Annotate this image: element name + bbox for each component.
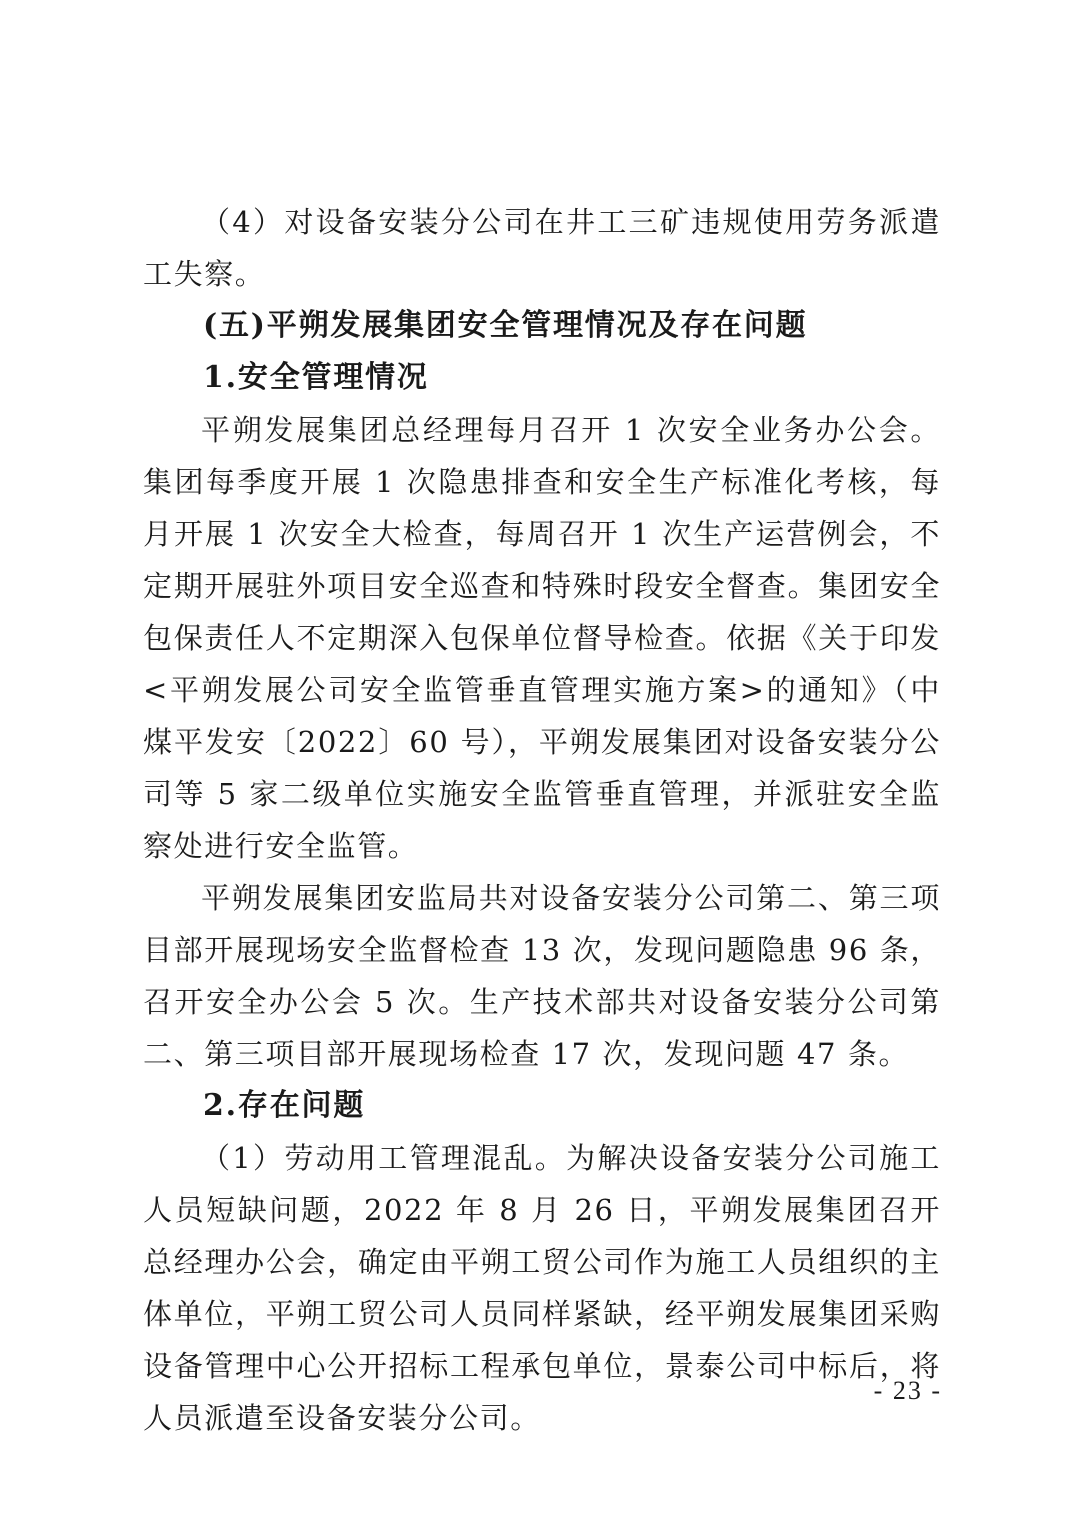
paragraph-safety-management: 平朔发展集团总经理每月召开 1 次安全业务办公会。集团每季度开展 1 次隐患排查和安全生产标准化考核，每月开展 1 次安全大检查，每周召开 1 次生产运营例会，不定期开展驻外项目安全巡查和特殊时段安全督查。集团安全包保责任人不定期深入包保单位督导检查。依据《关于印发<平朔发展公司安全监管垂直管理实施方案>的通知》（中煤平发安〔2022〕60 号），平朔发展集团对设备安装分公司等 5 家二级单位实施安全监管垂直管理，并派驻安全监察处进行安全监管。 [143,413,941,863]
page-number: - 23 - [873,1376,942,1405]
paragraph-inspections: 平朔发展集团安监局共对设备安装分公司第二、第三项目部开展现场安全监督检查 13 次，发现问题隐患 96 条，召开安全办公会 5 次。生产技术部共对设备安装分公司第二、第三项目部开展现场检查 17 次，发现问题 47 条。 [143,881,941,1071]
section-heading-5: (五)平朔发展集团安全管理情况及存在问题 [203,308,808,343]
subsection-heading-2: 2.存在问题 [203,1088,366,1123]
paragraph-labor-issue: （1）劳动用工管理混乱。为解决设备安装分公司施工人员短缺问题，2022 年 8 月 26 日，平朔发展集团召开总经理办公会，确定由平朔工贸公司作为施工人员组织的主体单位，平朔工贸公司人员同样紧缺，经平朔发展集团采购设备管理中心公开招标工程承包单位，景泰公司中标后，将人员派遣至设备安装分公司。 [143,1141,941,1435]
document-body [143,196,941,1444]
subsection-heading-1: 1.安全管理情况 [203,360,429,395]
paragraph-item-4: （4）对设备安装分公司在井工三矿违规使用劳务派遣工失察。 [143,205,941,291]
